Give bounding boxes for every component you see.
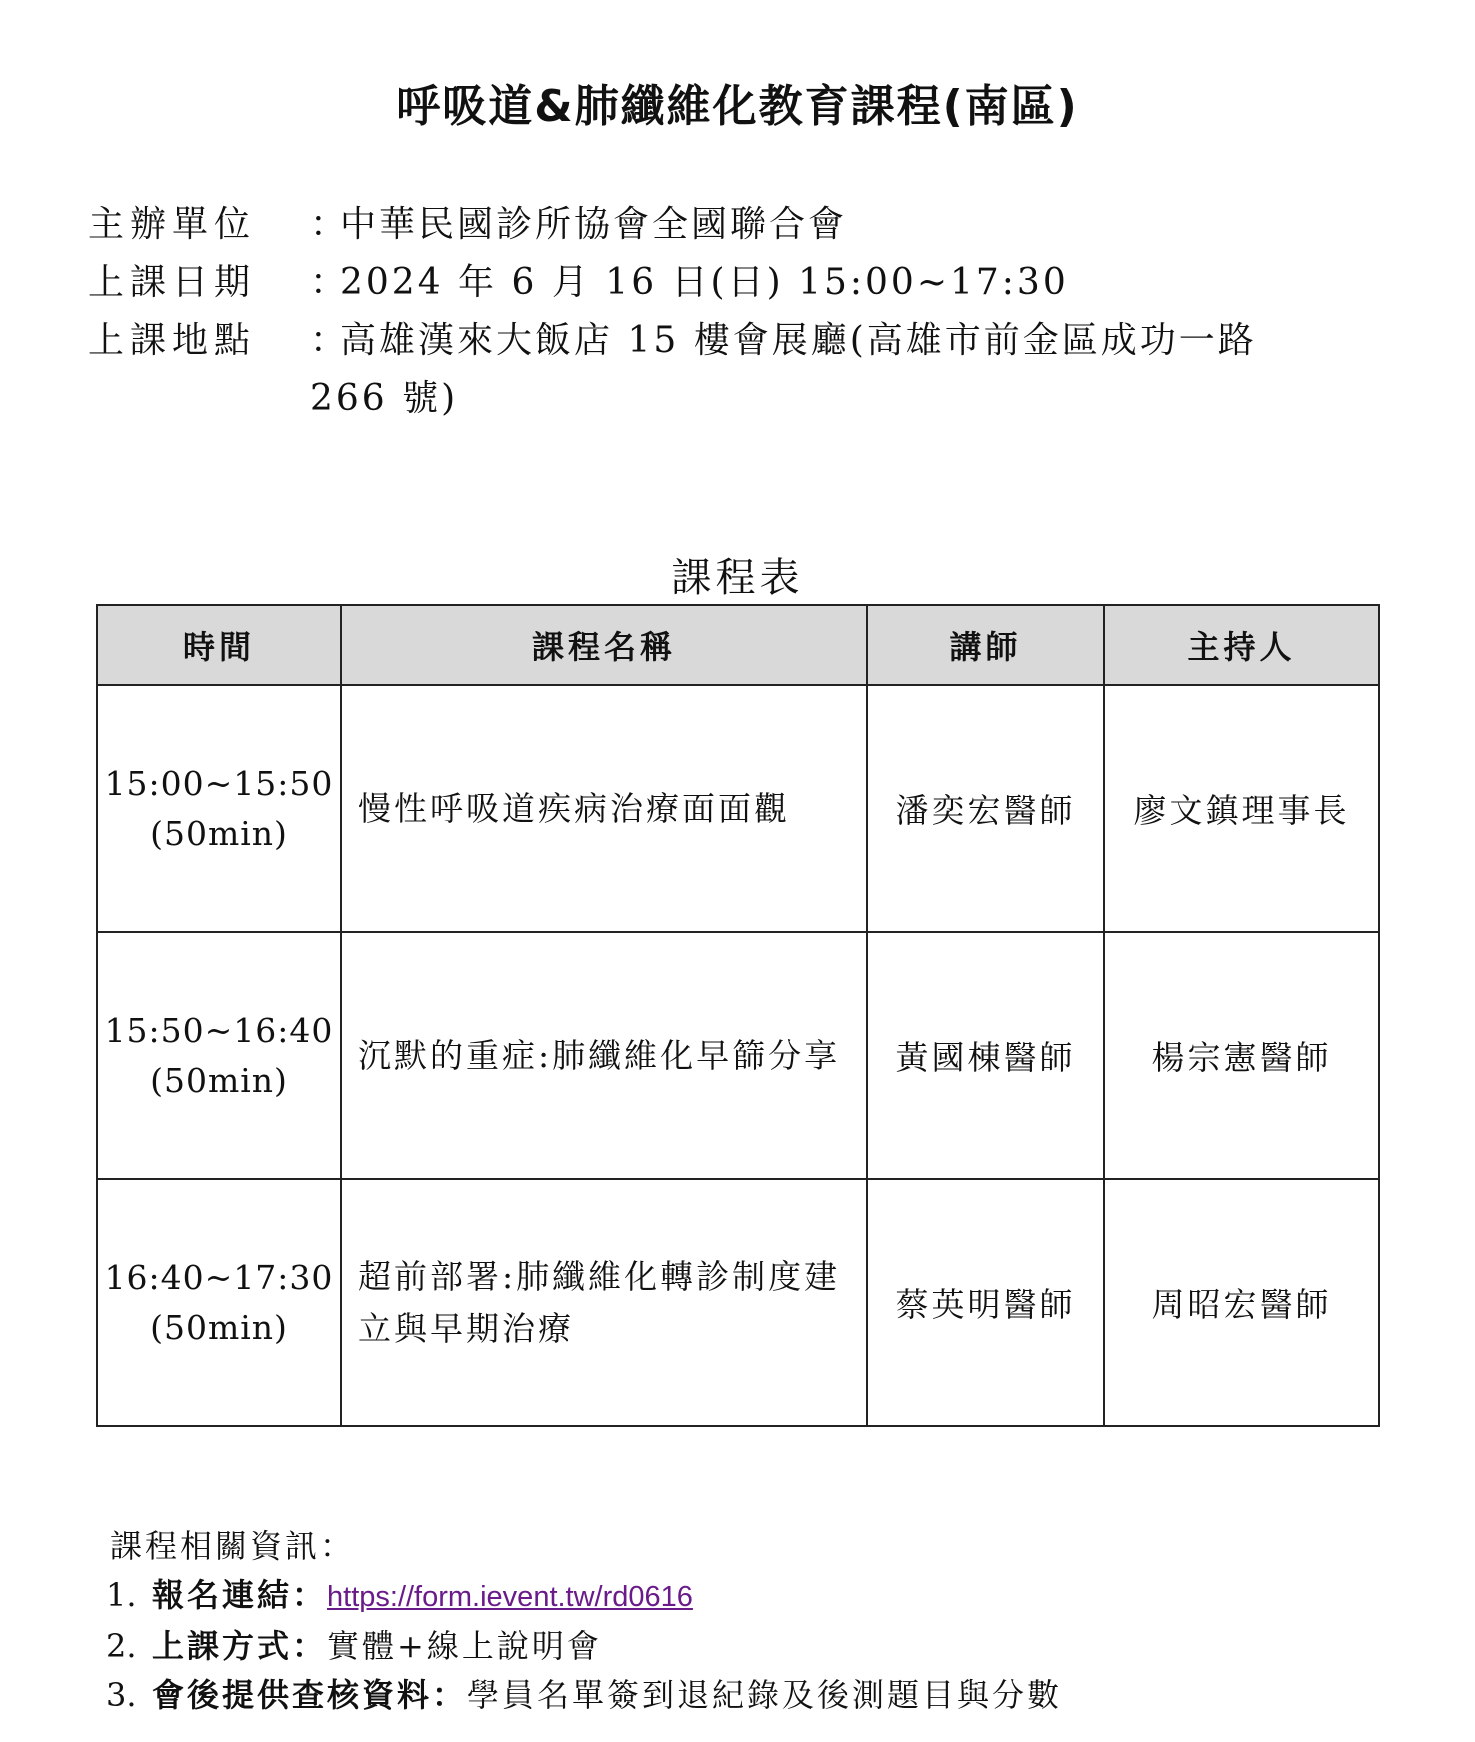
venue-value-continued: 266 號) <box>310 378 459 419</box>
time-range: 15:50~16:40 <box>104 1010 334 1050</box>
note-value: 實體+線上說明會 <box>327 1627 602 1665</box>
table-row <box>97 1179 1379 1426</box>
note-label: 上課方式： <box>152 1627 328 1665</box>
time-duration: (50min) <box>150 1060 288 1100</box>
table-header-row <box>97 605 1379 685</box>
venue-value: 高雄漢來大飯店 15 樓會展廳(高雄市前金區成功一路 <box>340 320 1257 361</box>
note-item-format <box>106 1622 1406 1671</box>
course-name-cell: 沉默的重症:肺纖維化早篩分享 <box>341 932 867 1179</box>
note-number: 2. <box>106 1627 137 1665</box>
venue-row <box>88 312 1388 370</box>
notes-heading: 課程相關資訊： <box>110 1527 356 1565</box>
host-cell: 周昭宏醫師 <box>1104 1179 1379 1426</box>
host-cell: 廖文鎮理事長 <box>1104 685 1379 932</box>
note-number: 1. <box>106 1576 137 1614</box>
course-notes <box>106 1522 1406 1720</box>
date-label: 上課日期 <box>88 262 257 303</box>
registration-link[interactable]: https://form.ievent.tw/rd0616 <box>327 1581 693 1613</box>
header-host: 主持人 <box>1104 605 1379 685</box>
date-row <box>88 254 1388 312</box>
note-item-audit <box>106 1671 1406 1720</box>
header-course-name: 課程名稱 <box>341 605 867 685</box>
time-range: 15:00~15:50 <box>104 763 334 803</box>
date-separator: ： <box>310 262 347 303</box>
schedule-table <box>96 604 1380 1427</box>
table-row <box>97 932 1379 1179</box>
header-time: 時間 <box>97 605 341 685</box>
organizer-label: 主辦單位 <box>88 204 257 245</box>
venue-label: 上課地點 <box>88 320 257 361</box>
document-title: 呼吸道&肺纖維化教育課程(南區) <box>396 81 1079 132</box>
organizer-value: 中華民國診所協會全國聯合會 <box>340 204 848 245</box>
speaker-cell: 潘奕宏醫師 <box>867 685 1104 932</box>
course-name-cell: 超前部署:肺纖維化轉診制度建立與早期治療 <box>341 1179 867 1426</box>
note-item-registration <box>106 1571 1406 1622</box>
time-duration: (50min) <box>150 813 288 853</box>
speaker-cell: 黃國棟醫師 <box>867 932 1104 1179</box>
note-number: 3. <box>106 1676 137 1714</box>
time-cell <box>97 932 341 1179</box>
time-range: 16:40~17:30 <box>104 1257 334 1297</box>
organizer-row <box>88 196 1388 254</box>
header-speaker: 講師 <box>867 605 1104 685</box>
event-info <box>88 196 1388 428</box>
schedule-title: 課程表 <box>671 555 804 601</box>
time-cell <box>97 1179 341 1426</box>
table-row <box>97 685 1379 932</box>
time-cell <box>97 685 341 932</box>
time-duration: (50min) <box>150 1307 288 1347</box>
note-value: 學員名單簽到退紀錄及後測題目與分數 <box>467 1676 1063 1714</box>
speaker-cell: 蔡英明醫師 <box>867 1179 1104 1426</box>
venue-separator: ： <box>310 320 347 361</box>
date-value: 2024 年 6 月 16 日(日) 15:00~17:30 <box>340 262 1069 303</box>
host-cell: 楊宗憲醫師 <box>1104 932 1379 1179</box>
note-label: 報名連結： <box>152 1576 328 1614</box>
course-name-cell: 慢性呼吸道疾病治療面面觀 <box>341 685 867 932</box>
note-label: 會後提供查核資料： <box>152 1676 468 1714</box>
organizer-separator: ： <box>310 204 347 245</box>
